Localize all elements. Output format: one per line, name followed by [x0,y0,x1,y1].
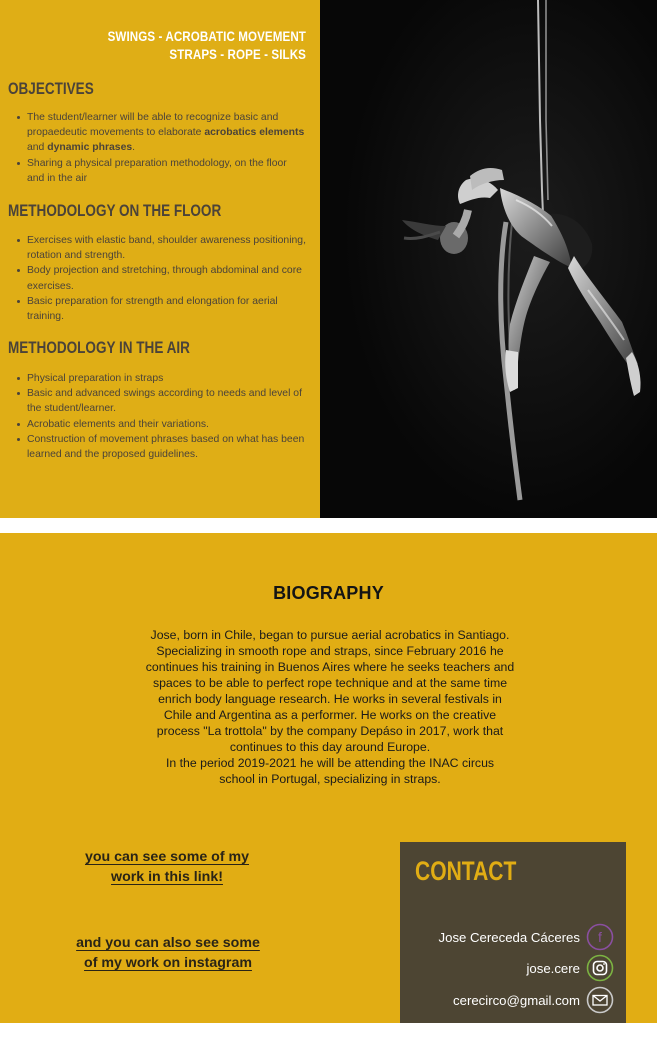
list-item: Physical preparation in straps [14,371,306,386]
air-methodology-list [14,371,306,462]
objective-text: . [132,142,136,154]
header-line-2: STRAPS - ROPE - SILKS [169,47,306,62]
objectives-list [14,110,306,186]
contact-email: cerecirco@gmail.com [453,992,580,1008]
list-item: Sharing a physical preparation methodology, on the floor and in the air [14,156,306,186]
objective-text: and [27,142,48,154]
biography-text: Jose, born in Chile, began to pursue aerial acrobatics in Santiago. Specializing in smooth rope and straps, since February 2016 he continues his training in Buenos Aires where he seeks teachers and spaces to be able to perfect rope technique and at the same time enrich body language research. He works in several festivals in Chile and Argentina as a performer. He works on the creative process "La trottola" by the company Depáso in 2017, work that continues to this day around Europe. In the period 2019-2021 he will be attending the INAC circus school in Portugal, specializing in straps. [145,628,515,786]
contact-card [400,842,626,1039]
floor-methodology-heading: METHODOLOGY ON THE FLOOR [8,202,222,220]
list-item: Body projection and stretching, through abdominal and core exercises. [14,263,306,293]
aerialist-photo [320,0,657,518]
contact-instagram-row[interactable] [526,954,614,982]
objectives-heading: OBJECTIVES [8,80,94,98]
aerialist-silhouette-image [320,0,657,518]
list-item: Exercises with elastic band, shoulder awareness positioning, rotation and strength. [14,233,306,263]
contact-facebook-row[interactable] [439,923,614,951]
workshop-header [48,28,306,64]
biography-heading: BIOGRAPHY [273,583,384,603]
work-link[interactable]: you can see some of my work in this link! [84,849,249,885]
contact-heading: CONTACT [415,856,517,886]
floor-methodology-list [14,233,306,324]
contact-email-row[interactable] [453,986,614,1014]
objective-text: The student/learner will be able to recognize basic and propaedeutic movements to elaborate [27,112,279,139]
facebook-icon[interactable] [586,923,614,951]
contact-phone-row[interactable] [477,1017,580,1045]
svg-text:f: f [598,929,602,945]
list-item: Basic and advanced swings according to needs and level of the student/learner. [14,386,306,416]
instagram-work-link[interactable]: and you can also see some of my work on instagram [76,935,260,971]
contact-instagram-handle: jose.cere [526,960,580,976]
list-item: Basic preparation for strength and elongation for aerial training. [14,294,306,324]
list-item [14,110,306,156]
workshop-page [0,0,657,518]
list-item: Acrobatic elements and their variations. [14,417,306,432]
workshop-info-column [0,0,320,518]
header-line-1: SWINGS - ACROBATIC MOVEMENT [107,29,307,44]
contact-name: Jose Cereceda Cáceres [438,929,580,945]
objective-bold-text: acrobatics elements [204,127,305,139]
objective-bold-text: dynamic phrases [47,142,133,154]
contact-phone: +39 389 4652262 [476,1023,580,1039]
instagram-icon[interactable] [586,954,614,982]
mail-icon[interactable] [586,986,614,1014]
biography-page [0,533,657,1039]
air-methodology-heading: METHODOLOGY IN THE AIR [8,339,190,357]
list-item: Construction of movement phrases based on what has been learned and the proposed guidelines. [14,432,306,462]
